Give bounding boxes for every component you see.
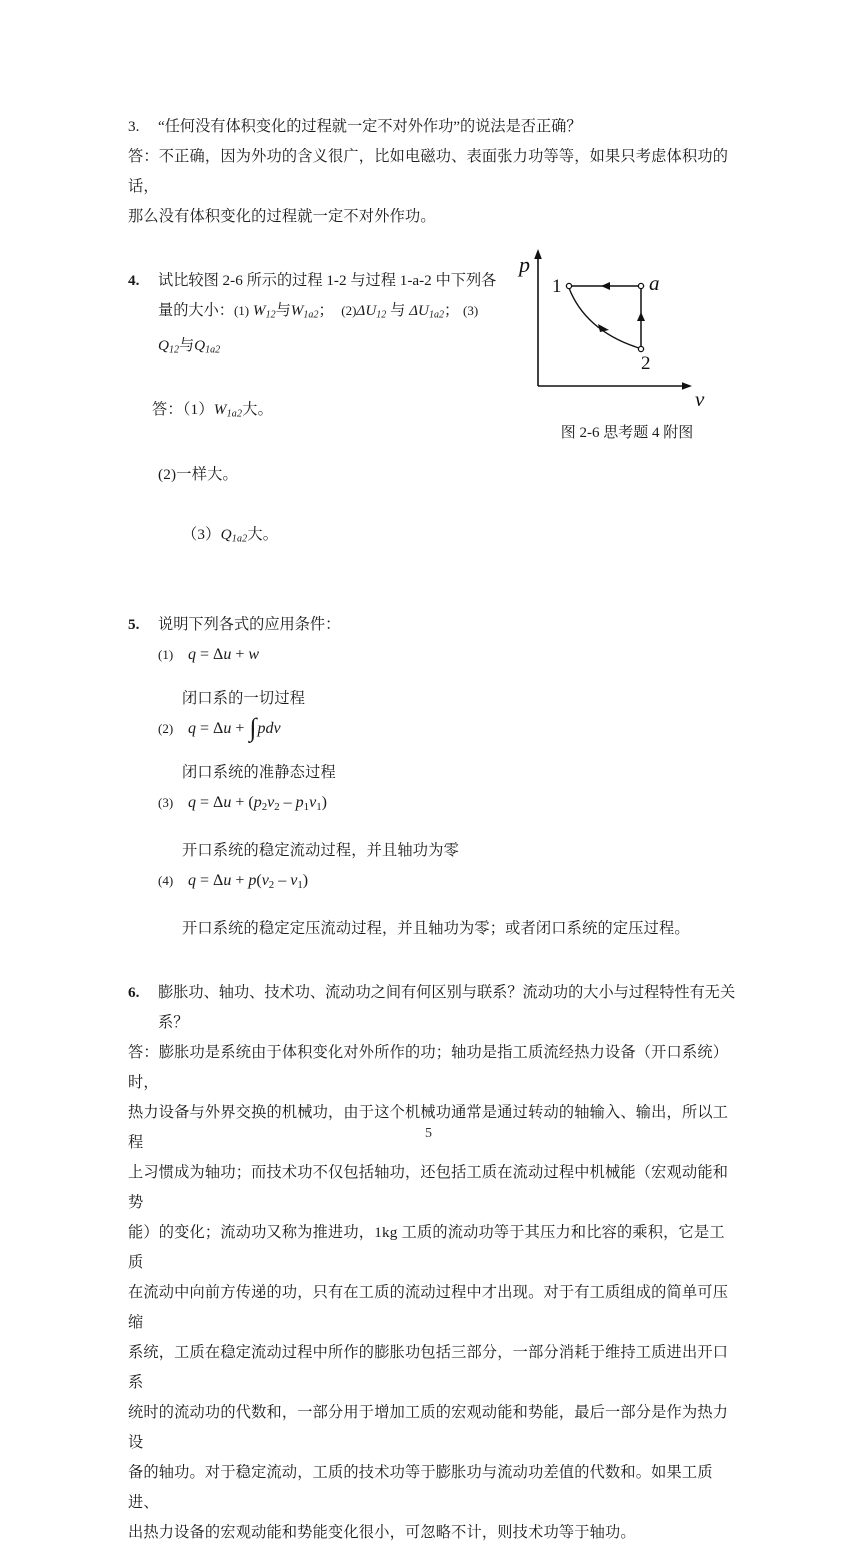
question-4-answer-1-text: 大。 — [242, 401, 273, 419]
question-5-condition-4: 开口系统的稳定定压流动过程，并且轴功为零；或者闭口系统的定压过程。 — [182, 920, 690, 938]
question-4-item-1-sym-a: $W_{12}$ — [252, 302, 276, 321]
y-axis-arrowhead — [534, 249, 542, 259]
question-5-equation-4 — [158, 866, 738, 900]
question-3-title: “任何没有体积变化的过程就一定不对外作功”的说法是否正确？ — [158, 118, 582, 135]
question-4-title-line-1: 试比较图 2-6 所示的过程 1-2 与过程 1-a-2 中下列各 — [158, 272, 497, 289]
x-axis-label: v — [695, 387, 705, 411]
question-4-item-3-conj: 与 — [178, 336, 195, 354]
question-5-equation-2-label: (2) — [158, 721, 174, 737]
question-6 — [128, 978, 738, 1038]
spacer — [128, 822, 738, 836]
process-1-to-2-arrow — [598, 324, 609, 332]
question-4-answer-1-label: （1） — [182, 401, 214, 419]
state-label-1: 1 — [552, 276, 562, 297]
question-4-answer-3-text: 大。 — [247, 525, 279, 543]
process-a-to-1-arrow — [601, 282, 610, 290]
question-6-title-line-1: 膨胀功、轴功、技术功、流动功之间有何区别与联系？流动功的大小与过程特性有无关 — [158, 984, 736, 1002]
question-5-number: 5. — [128, 616, 140, 634]
question-6-answer-line: 在流动中向前方传递的功，只有在工质的流动过程中才出现。对于有工质组成的简单可压缩 — [128, 1284, 729, 1332]
question-6-answer-line: 答：膨胀功是系统由于体积变化对外所作的功；轴功是指工质流经热力设备（开口系统）时， — [128, 1044, 729, 1092]
question-4-answer-prefix: 答： — [151, 401, 183, 419]
spacer — [128, 744, 738, 758]
spacer — [128, 944, 738, 978]
question-5-equation-4-expression: $q = \Delta u + p(v_2 - v_1)$ — [188, 872, 309, 892]
state-label-2: 2 — [641, 353, 651, 374]
question-5-equation-1-expression: q = Δu + w — [188, 646, 260, 664]
state-label-a: a — [649, 271, 660, 295]
question-4-item-2-label: (2) — [341, 303, 357, 318]
question-3-number: 3. — [128, 118, 140, 135]
question-5-equation-3-expression: $q = \Delta u + (p_2v_2 - p_1v_1)$ — [188, 794, 327, 814]
question-4-item-2-end: ； — [444, 302, 460, 319]
question-4-item-3-sym-b: $Q_{1a2}$ — [194, 336, 221, 356]
question-6-answer-line: 统时的流动功的代数和，一部分用于增加工质的宏观动能和势能，最后一部分是作为热力设 — [128, 1404, 729, 1452]
question-6-answer-line: 能）的变化；流动功又称为推进功，1kg 工质的流动功等于其压力和比容的乘积，它是工质 — [128, 1224, 725, 1272]
question-5-equation-2-expression: q = Δu + ∫pdv — [188, 713, 281, 743]
question-6-number: 6. — [128, 984, 140, 1002]
question-4-answer-3-symbol: $Q_{1a2}$ — [220, 525, 248, 545]
question-6-title — [158, 978, 738, 1038]
y-axis-label: p — [519, 252, 530, 277]
question-4-item-1-sym-b: $W_{1a2}$ — [290, 302, 319, 321]
state-point-1 — [566, 283, 571, 288]
question-5-title: 说明下列各式的应用条件： — [158, 616, 341, 634]
question-5 — [128, 610, 738, 640]
question-4-title-line-2 — [158, 296, 503, 331]
question-4-item-3-sym-a: $Q_{12}$ — [158, 336, 179, 356]
pv-diagram — [505, 240, 737, 412]
state-point-a — [638, 283, 643, 288]
question-4-answer-3 — [158, 490, 738, 585]
question-4-item-2-sym-a: $\Delta U_{12}$ — [356, 302, 387, 321]
question-5-equation-1-label: (1) — [158, 647, 174, 663]
spacer — [128, 900, 738, 914]
state-point-2 — [638, 346, 643, 351]
question-6-answer-line: 备的轴功。对于稳定流动，工质的技术功等于膨胀功与流动功差值的代数和。如果工质进、 — [128, 1464, 713, 1512]
question-4-item-1-label: (1) — [233, 303, 250, 318]
question-4-item-1-conj: 与 — [275, 302, 291, 319]
question-4-answer-1-symbol: $W_{1a2}$ — [213, 401, 243, 420]
question-6-answer-line: 热力设备与外界交换的机械功，由于这个机械功通常是通过转动的轴输入、输出，所以工程 — [128, 1104, 729, 1152]
question-5-equation-3-label: (3) — [158, 795, 174, 811]
question-5-condition-1: 闭口系的一切过程 — [182, 690, 306, 708]
spacer — [128, 670, 738, 684]
question-4-quantities-prefix: 量的大小： — [158, 302, 234, 319]
question-5-equation-1 — [158, 640, 738, 670]
spacer — [128, 584, 738, 610]
x-axis-arrowhead — [682, 382, 692, 390]
page-number: 5 — [425, 1126, 432, 1141]
question-3-answer-line-1: 答：不正确，因为外功的含义很广，比如电磁功、表面张力功等等，如果只考虑体积功的话， — [128, 148, 729, 195]
question-5-condition-2: 闭口系统的准静态过程 — [182, 764, 336, 782]
process-2-to-a-arrow — [637, 312, 645, 321]
question-5-equation-4-label: (4) — [158, 873, 174, 889]
question-3 — [128, 112, 738, 142]
question-4-item-1-end: ； — [318, 302, 334, 319]
question-4-item-2-sym-b: $\Delta U_{1a2}$ — [409, 302, 445, 321]
question-4-item-2-conj: 与 — [390, 302, 406, 319]
question-6-answer-line: 上习惯成为轴功；而技术功不仅包括轴功，还包括工质在流动过程中机械能（宏观动能和势 — [128, 1164, 729, 1212]
question-4-number: 4. — [128, 272, 140, 289]
question-3-answer-line-2: 那么没有体积变化的过程就一定不对外作功。 — [128, 208, 436, 225]
figure-caption: 图 2-6 思考题 4 附图 — [560, 425, 694, 441]
question-4-title-line-3 — [158, 331, 503, 366]
question-6-answer-line: 系统，工质在稳定流动过程中所作的膨胀功包括三部分，一部分消耗于维持工质进出开口系 — [128, 1344, 729, 1392]
question-6-answer-line: 出热力设备的宏观动能和势能变化很小，可忽略不计，则技术功等于轴功。 — [128, 1524, 636, 1542]
question-5-equation-3 — [158, 788, 738, 822]
question-4-item-3-label: (3) — [463, 303, 479, 318]
question-5-condition-3: 开口系统的稳定流动过程，并且轴功为零 — [182, 842, 459, 860]
process-1-to-2-curve — [569, 288, 639, 348]
question-4-answer-3-label: （3） — [181, 525, 221, 543]
figure-2-6 — [505, 240, 737, 445]
question-6-title-line-2: 系？ — [158, 1014, 189, 1032]
question-5-equation-2 — [158, 714, 738, 744]
question-4-answer-2: (2)一样大。 — [158, 465, 238, 483]
